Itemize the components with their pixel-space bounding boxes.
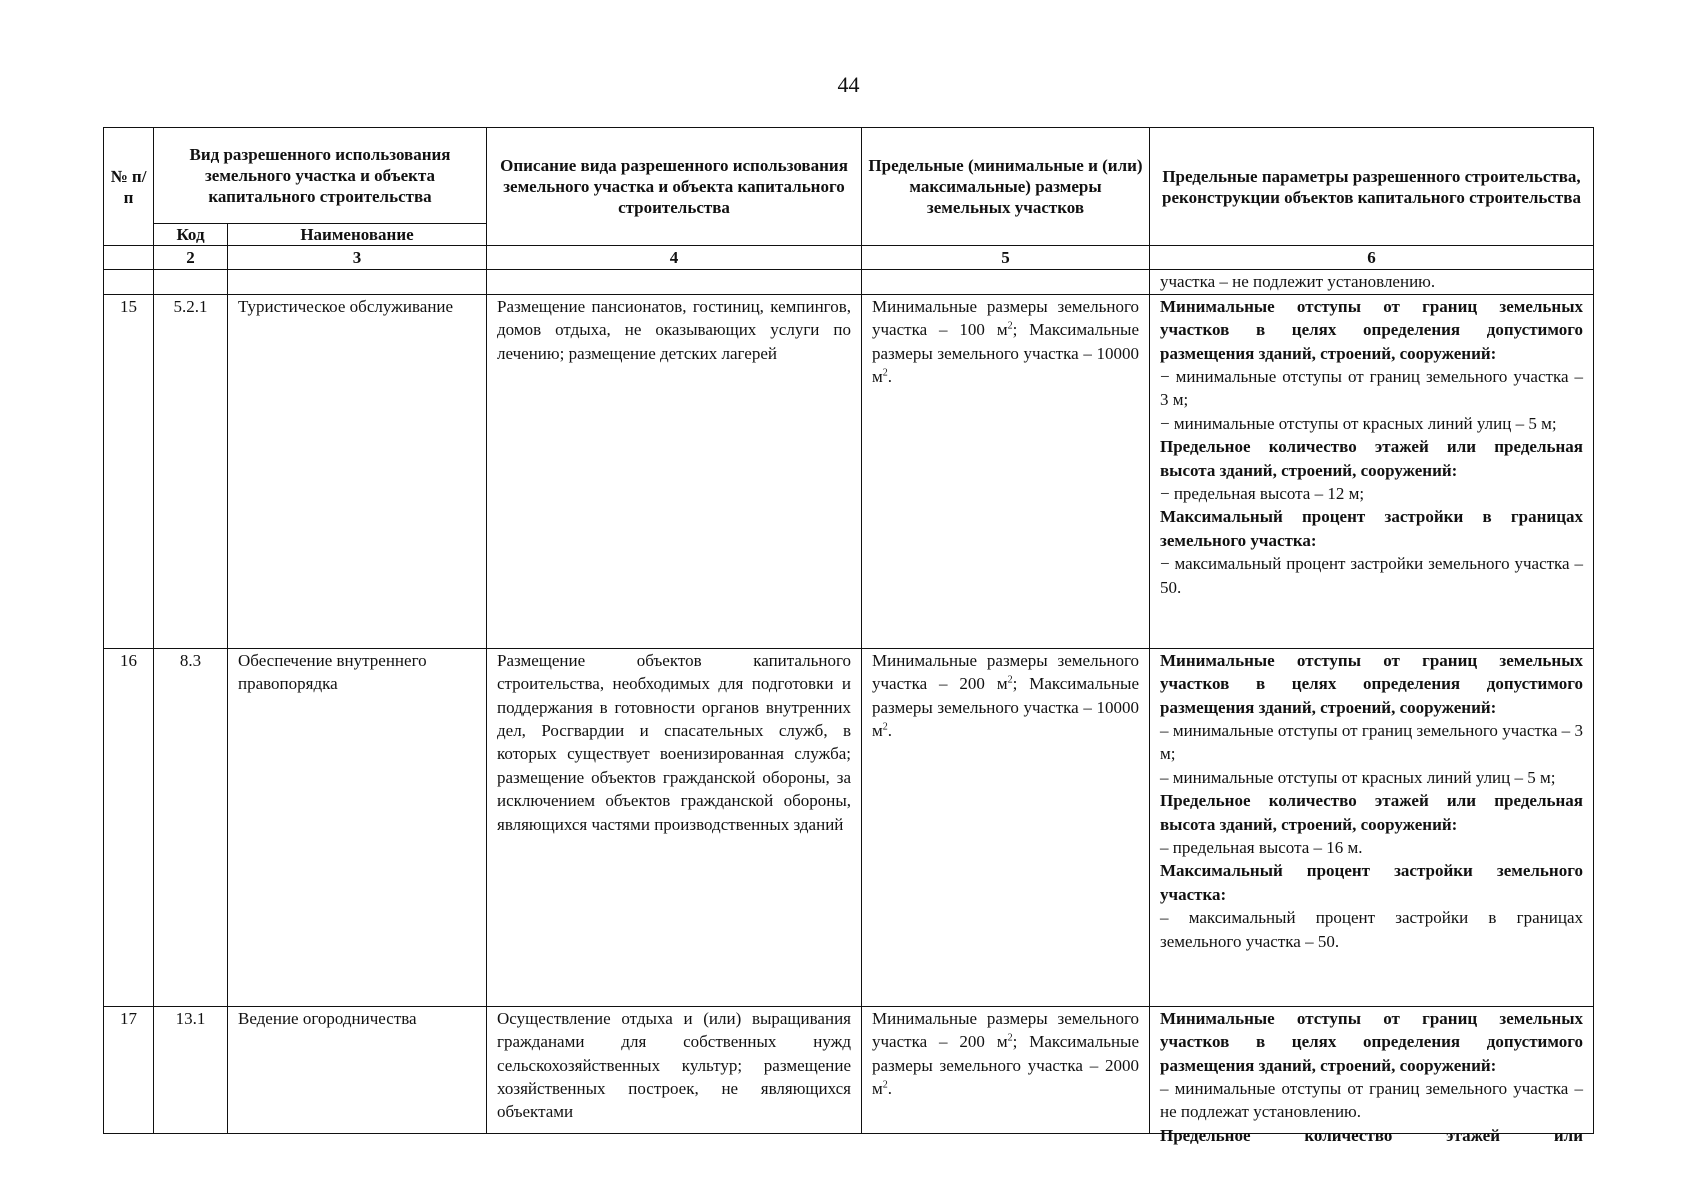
size-min: Минимальные размеры земельного участка – 100 м — [872, 296, 1139, 340]
size-max: Максимальные размеры земельного участка – 10000 м — [872, 320, 1140, 387]
header-description: Описание вида разрешенного использования земельного участка и объекта капитального строительства — [487, 128, 862, 246]
param-item: − максимальный процент застройки земельного участка – 50. — [1160, 554, 1583, 597]
size-unit-sup: 2 — [1007, 320, 1013, 332]
size-unit-sup: 2 — [882, 367, 888, 379]
column-number: 4 — [487, 246, 862, 270]
param-heading: Минимальные отступы от границ земельных участков в целях определения допустимого размещения зданий, строений, сооружений: — [1160, 1008, 1583, 1075]
row-description: Размещение объектов капитального строительства, необходимых для подготовки и поддержания в готовности органов внутренних дел, Росгвардии и спасательных служб, в которых существует военизированная служба; размещение объектов гражданской обороны, за исключением объектов гражданской обороны, являющихся частями производственных зданий — [487, 648, 862, 1006]
size-unit-sup: 2 — [1007, 674, 1013, 686]
size-unit-sup: 2 — [882, 721, 888, 733]
column-number — [104, 246, 154, 270]
column-number: 3 — [228, 246, 487, 270]
row-code: 8.3 — [154, 648, 228, 1006]
row-number: 17 — [104, 1006, 154, 1133]
row-description: Размещение пансионатов, гостиниц, кемпингов, домов отдыха, не оказывающих услуги по лечению; размещение детских лагерей — [487, 294, 862, 648]
header-name: Наименование — [228, 224, 487, 246]
param-item: – максимальный процент застройки в границах земельного участка – 50. — [1160, 908, 1583, 951]
param-item: – предельная высота – 16 м. — [1160, 838, 1363, 858]
header-kod: Код — [154, 224, 228, 246]
header-params: Предельные параметры разрешенного строительства, реконструкции объектов капитального строительства — [1150, 128, 1594, 246]
row-params — [1150, 294, 1594, 648]
table-row — [104, 648, 1594, 1006]
table-row — [104, 294, 1594, 648]
row-name: Обеспечение внутреннего правопорядка — [228, 648, 487, 1006]
row-params — [1150, 1006, 1594, 1145]
land-use-table — [103, 127, 1594, 1145]
row-params — [1150, 648, 1594, 1006]
continuation-row — [104, 270, 1594, 294]
row-sizes: Минимальные размеры земельного участка – 200 $м^2$; Максимальные размеры земельного участка – 10000 $м^2$. — [862, 648, 1150, 1006]
param-heading: Предельное количество этажей или — [1160, 1125, 1583, 1145]
size-min: Минимальные размеры земельного участка – 200 м — [872, 650, 1139, 694]
column-number: 5 — [862, 246, 1150, 270]
param-item: − предельная высота – 12 м; — [1160, 484, 1365, 504]
row-code: 13.1 — [154, 1006, 228, 1133]
row-description: Осуществление отдыха и (или) выращивания гражданами для собственных нужд сельскохозяйственных культур; размещение хозяйственных построек, не являющихся объектами — [487, 1006, 862, 1133]
param-item: − минимальные отступы от красных линий улиц – 5 м; — [1160, 413, 1557, 433]
param-heading: Максимальный процент застройки в границах земельного участка: — [1160, 507, 1583, 550]
row-number: 15 — [104, 294, 154, 648]
row-code: 5.2.1 — [154, 294, 228, 648]
param-item: – минимальные отступы от границ земельного участка – не подлежат установлению. — [1160, 1079, 1583, 1122]
size-max: Максимальные размеры земельного участка – 10000 м — [872, 674, 1140, 741]
param-heading: Минимальные отступы от границ земельных участков в целях определения допустимого размещения зданий, строений, сооружений: — [1160, 650, 1583, 717]
column-number: 6 — [1150, 246, 1594, 270]
param-item: − минимальные отступы от границ земельного участка – 3 м; — [1160, 367, 1583, 410]
param-item: – минимальные отступы от границ земельного участка – 3 м; — [1160, 721, 1583, 764]
header-sizes: Предельные (минимальные и (или) максимальные) размеры земельных участков — [862, 128, 1150, 246]
continuation-text: участка – не подлежит установлению. — [1150, 270, 1594, 294]
param-heading: Предельное количество этажей или предельная высота зданий, строений, сооружений: — [1160, 437, 1583, 480]
size-unit-sup: 2 — [882, 1079, 888, 1091]
header-no: № п/п — [104, 128, 154, 246]
row-name: Ведение огородничества — [228, 1006, 487, 1133]
row-name: Туристическое обслуживание — [228, 294, 487, 648]
size-min: Минимальные размеры земельного участка – 200 м — [872, 1008, 1139, 1052]
param-item: – минимальные отступы от красных линий улиц – 5 м; — [1160, 767, 1556, 787]
param-heading: Максимальный процент застройки земельного участка: — [1160, 861, 1583, 904]
page-number: 44 — [837, 72, 860, 97]
row-sizes: Минимальные размеры земельного участка – 200 $м^2$; Максимальные размеры земельного участка – 2000 $м^2$. — [862, 1006, 1150, 1133]
column-number: 2 — [154, 246, 228, 270]
size-unit-sup: 2 — [1007, 1032, 1013, 1044]
param-heading: Минимальные отступы от границ земельных участков в целях определения допустимого размещения зданий, строений, сооружений: — [1160, 296, 1583, 363]
row-number: 16 — [104, 648, 154, 1006]
size-max: Максимальные размеры земельного участка – 2000 м — [872, 1032, 1140, 1099]
header-vid: Вид разрешенного использования земельного участка и объекта капитального строительства — [154, 128, 487, 224]
param-heading: Предельное количество этажей или предельная высота зданий, строений, сооружений: — [1160, 791, 1583, 834]
row-sizes: Минимальные размеры земельного участка – 100 $м^2$; Максимальные размеры земельного участка – 10000 $м^2$. — [862, 294, 1150, 648]
table-row — [104, 1006, 1594, 1133]
column-number-row — [104, 246, 1594, 270]
